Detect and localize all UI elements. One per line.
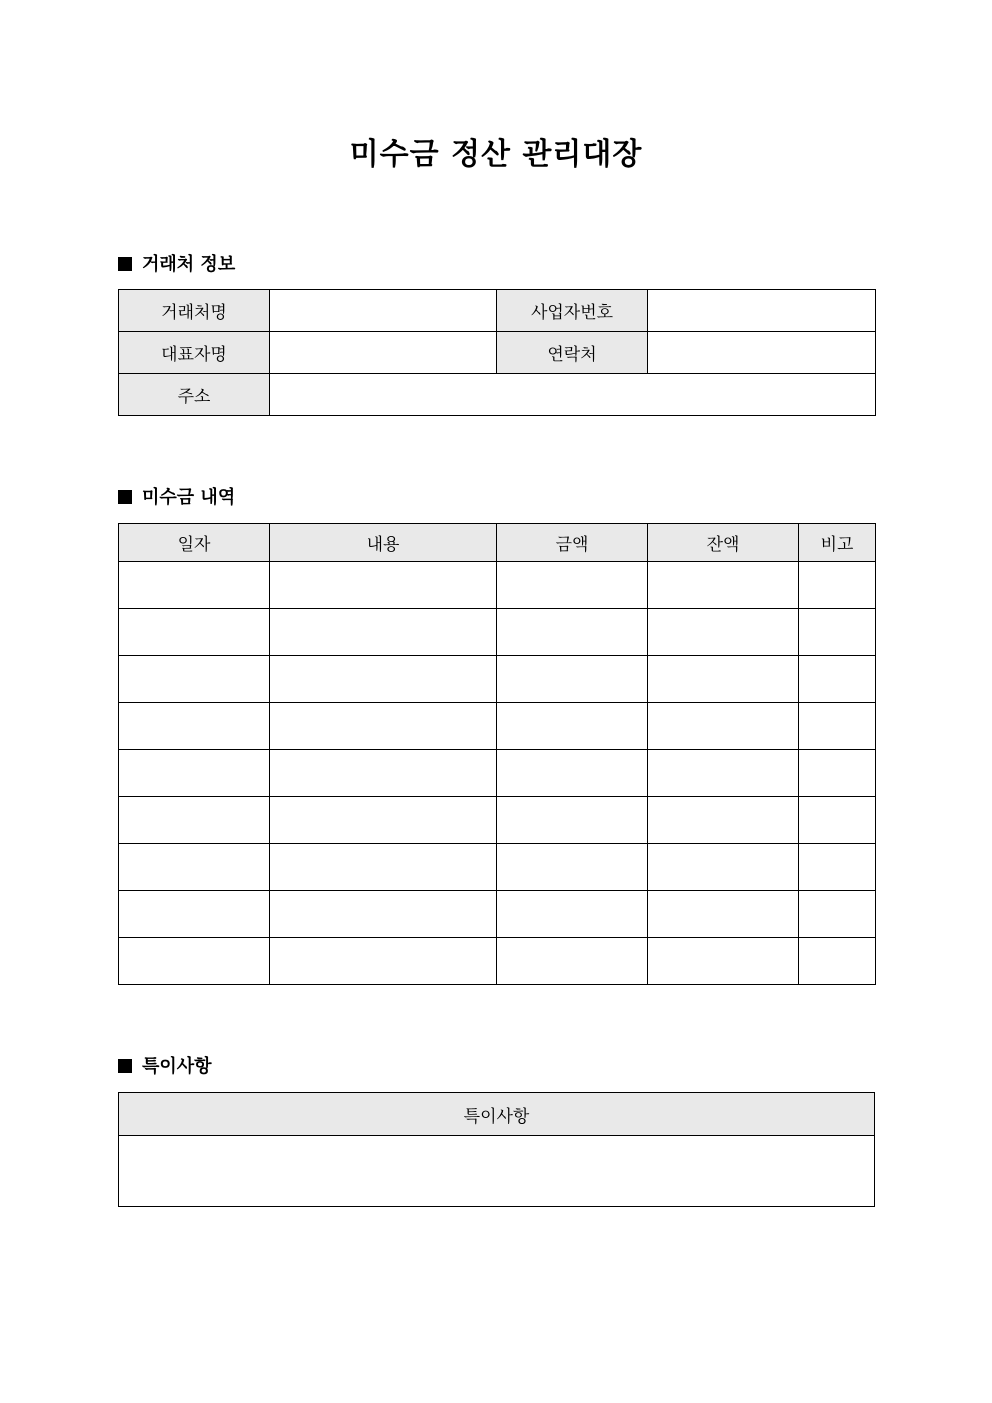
ledger-cell-amount[interactable]	[497, 891, 648, 938]
ledger-cell-date[interactable]	[119, 562, 270, 609]
ledger-cell-balance[interactable]	[648, 938, 799, 985]
ledger-cell-amount[interactable]	[497, 562, 648, 609]
address-label: 주소	[119, 374, 270, 416]
vendor-row-1	[119, 290, 876, 332]
ledger-cell-balance[interactable]	[648, 844, 799, 891]
ledger-cell-remarks[interactable]	[799, 750, 876, 797]
column-header-balance: 잔액	[648, 524, 799, 562]
ledger-cell-description[interactable]	[270, 656, 497, 703]
ledger-cell-description[interactable]	[270, 891, 497, 938]
ledger-cell-date[interactable]	[119, 891, 270, 938]
ledger-cell-description[interactable]	[270, 703, 497, 750]
table-row	[119, 609, 876, 656]
ledger-cell-date[interactable]	[119, 938, 270, 985]
ledger-cell-amount[interactable]	[497, 750, 648, 797]
table-row	[119, 938, 876, 985]
representative-label: 대표자명	[119, 332, 270, 374]
ledger-cell-remarks[interactable]	[799, 656, 876, 703]
notes-table	[118, 1092, 875, 1207]
ledger-cell-amount[interactable]	[497, 703, 648, 750]
notes-header: 특이사항	[119, 1093, 875, 1136]
ledger-cell-remarks[interactable]	[799, 938, 876, 985]
business-number-field[interactable]	[648, 290, 876, 332]
ledger-cell-date[interactable]	[119, 844, 270, 891]
ledger-cell-description[interactable]	[270, 797, 497, 844]
table-row	[119, 891, 876, 938]
ledger-cell-amount[interactable]	[497, 609, 648, 656]
table-row	[119, 656, 876, 703]
table-row	[119, 562, 876, 609]
notes-content-row	[119, 1136, 875, 1207]
ledger-cell-balance[interactable]	[648, 891, 799, 938]
section-heading-vendor	[118, 253, 235, 277]
ledger-cell-remarks[interactable]	[799, 562, 876, 609]
column-header-amount: 금액	[497, 524, 648, 562]
ledger-cell-amount[interactable]	[497, 844, 648, 891]
ledger-cell-balance[interactable]	[648, 656, 799, 703]
vendor-row-2	[119, 332, 876, 374]
ledger-cell-remarks[interactable]	[799, 844, 876, 891]
ledger-cell-balance[interactable]	[648, 609, 799, 656]
table-row	[119, 750, 876, 797]
ledger-heading-text: 미수금 내역	[142, 487, 236, 508]
vendor-heading-text: 거래처 정보	[142, 254, 236, 275]
ledger-cell-description[interactable]	[270, 750, 497, 797]
square-bullet-icon	[118, 257, 132, 271]
business-number-label: 사업자번호	[497, 290, 648, 332]
vendor-row-3	[119, 374, 876, 416]
square-bullet-icon	[118, 490, 132, 504]
ledger-cell-description[interactable]	[270, 938, 497, 985]
ledger-cell-balance[interactable]	[648, 797, 799, 844]
notes-header-row	[119, 1093, 875, 1136]
ledger-cell-amount[interactable]	[497, 797, 648, 844]
vendor-info-table	[118, 289, 876, 416]
ledger-cell-balance[interactable]	[648, 562, 799, 609]
ledger-cell-remarks[interactable]	[799, 609, 876, 656]
table-row	[119, 844, 876, 891]
ledger-cell-date[interactable]	[119, 797, 270, 844]
table-row	[119, 797, 876, 844]
column-header-remarks: 비고	[799, 524, 876, 562]
ledger-cell-description[interactable]	[270, 844, 497, 891]
ledger-cell-date[interactable]	[119, 750, 270, 797]
ledger-header-row	[119, 524, 876, 562]
ledger-cell-date[interactable]	[119, 703, 270, 750]
ledger-cell-date[interactable]	[119, 609, 270, 656]
ledger-cell-remarks[interactable]	[799, 891, 876, 938]
vendor-name-label: 거래처명	[119, 290, 270, 332]
representative-field[interactable]	[270, 332, 497, 374]
ledger-cell-description[interactable]	[270, 609, 497, 656]
ledger-cell-balance[interactable]	[648, 703, 799, 750]
column-header-description: 내용	[270, 524, 497, 562]
section-heading-notes	[118, 1055, 212, 1079]
ledger-cell-remarks[interactable]	[799, 703, 876, 750]
vendor-name-field[interactable]	[270, 290, 497, 332]
notes-heading-text: 특이사항	[142, 1056, 212, 1077]
ledger-cell-date[interactable]	[119, 656, 270, 703]
ledger-cell-balance[interactable]	[648, 750, 799, 797]
address-field[interactable]	[270, 374, 876, 416]
ledger-cell-amount[interactable]	[497, 656, 648, 703]
table-row	[119, 703, 876, 750]
section-heading-ledger	[118, 486, 235, 510]
contact-field[interactable]	[648, 332, 876, 374]
page-title: 미수금 정산 관리대장	[349, 137, 643, 172]
ledger-cell-amount[interactable]	[497, 938, 648, 985]
contact-label: 연락처	[497, 332, 648, 374]
column-header-date: 일자	[119, 524, 270, 562]
ledger-cell-remarks[interactable]	[799, 797, 876, 844]
ledger-table	[118, 523, 876, 985]
square-bullet-icon	[118, 1059, 132, 1073]
ledger-cell-description[interactable]	[270, 562, 497, 609]
notes-content-field[interactable]	[119, 1136, 875, 1207]
